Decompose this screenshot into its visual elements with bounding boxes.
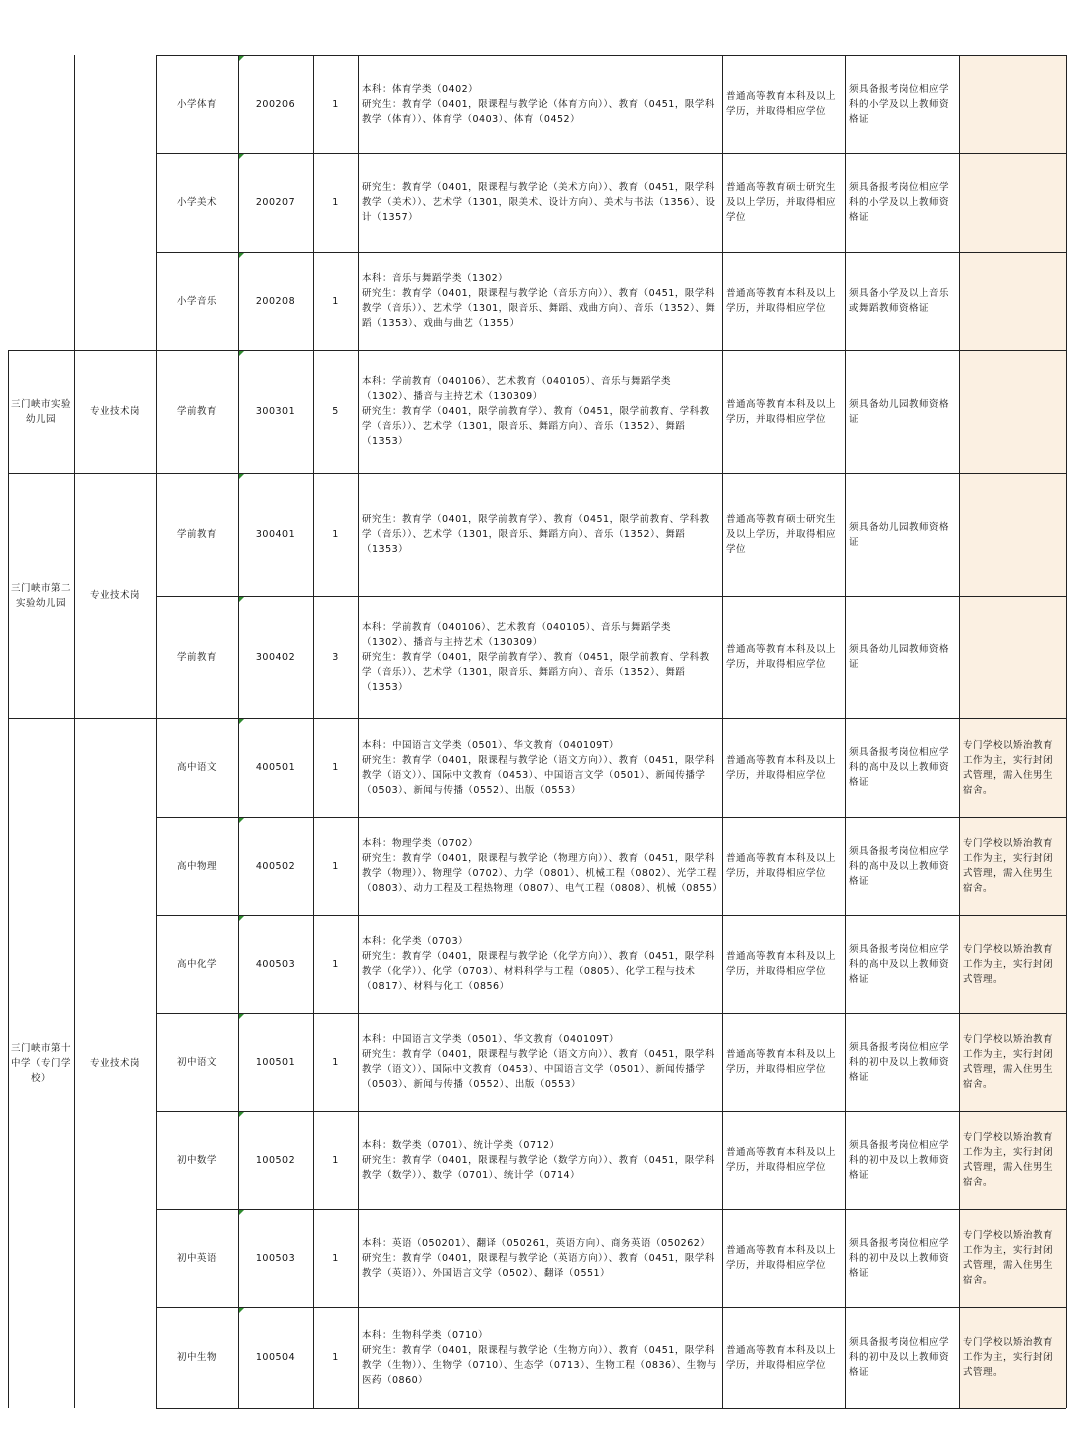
other-requirement: 须具备报考岗位相应学科的高中及以上教师资格证 <box>849 747 950 788</box>
grid-line <box>156 252 1066 253</box>
grid-line <box>156 817 1066 818</box>
unit-name: 三门峡市第二实验幼儿园 <box>10 582 71 609</box>
cell-comment-marker <box>239 818 244 823</box>
remark: 专门学校以矫治教育工作为主，实行封闭式管理，需入住男生宿舍。 <box>963 739 1054 796</box>
education-requirement: 普通高等教育本科及以上学历，并取得相应学位 <box>726 644 837 670</box>
other-requirement: 须具备报考岗位相应学科的小学及以上教师资格证 <box>849 182 950 223</box>
grid-line <box>8 718 1066 719</box>
post-code: 100504 <box>255 1352 296 1363</box>
post-name: 高中化学 <box>176 958 217 970</box>
post-name: 高中物理 <box>176 860 217 872</box>
cell-comment-marker <box>239 597 244 602</box>
grid-line <box>156 915 1066 916</box>
grid-line <box>156 596 1066 597</box>
post-name: 学前教育 <box>176 651 217 663</box>
recruit-count: 1 <box>332 762 339 773</box>
major-requirement: 本科：学前教育（040106）、艺术教育（040105）、音乐与舞蹈学类（1302）、播音与主持艺术（130309） 研究生：教育学（0401，限学前教育学）、教育（0451，限学前教育、学科教学（音乐））、艺术学（1301，限音乐、舞蹈方向）、音乐（1352）、舞蹈（1353） <box>362 621 710 693</box>
cell-comment-marker <box>239 1308 244 1313</box>
education-requirement: 普通高等教育本科及以上学历，并取得相应学位 <box>726 398 837 425</box>
grid-line <box>156 1209 1066 1210</box>
other-requirement: 须具备报考岗位相应学科的小学及以上教师资格证 <box>849 83 950 125</box>
grid-line <box>156 1408 1066 1409</box>
post-name: 小学音乐 <box>176 295 217 307</box>
recruit-count: 1 <box>332 1154 339 1166</box>
post-type: 专业技术岗 <box>89 1057 140 1069</box>
remark: 专门学校以矫治教育工作为主，实行封闭式管理，需入住男生宿舍。 <box>963 1230 1054 1286</box>
education-requirement: 普通高等教育本科及以上学历，并取得相应学位 <box>726 1344 837 1371</box>
remark: 专门学校以矫治教育工作为主，实行封闭式管理，需入住男生宿舍。 <box>963 1034 1054 1090</box>
education-requirement: 普通高等教育本科及以上学历，并取得相应学位 <box>726 288 837 314</box>
remark: 专门学校以矫治教育工作为主，实行封闭式管理。 <box>963 1337 1054 1378</box>
recruit-count: 1 <box>332 958 339 970</box>
education-requirement: 普通高等教育本科及以上学历，并取得相应学位 <box>726 91 837 117</box>
recruit-count: 1 <box>332 1252 339 1264</box>
education-requirement: 普通高等教育本科及以上学历，并取得相应学位 <box>726 1147 837 1173</box>
recruit-count: 1 <box>332 860 339 872</box>
post-code: 100501 <box>255 1056 296 1068</box>
post-code: 300301 <box>255 406 296 417</box>
education-requirement: 普通高等教育本科及以上学历，并取得相应学位 <box>726 853 837 879</box>
other-requirement: 须具备幼儿园教师资格证 <box>849 521 950 548</box>
other-requirement: 须具备幼儿园教师资格证 <box>849 398 950 425</box>
grid-line <box>156 153 1066 154</box>
post-name: 初中语文 <box>176 1056 217 1068</box>
grid-line <box>74 55 75 1408</box>
remark <box>963 153 1062 252</box>
other-requirement: 须具备报考岗位相应学科的高中及以上教师资格证 <box>849 845 950 887</box>
education-requirement: 普通高等教育硕士研究生及以上学历，并取得相应学位 <box>726 182 837 223</box>
grid-line <box>156 1307 1066 1308</box>
post-code: 200207 <box>255 197 296 208</box>
major-requirement: 本科：体育学类（0402） 研究生：教育学（0401，限课程与教学论（体育方向））、教育（0451，限学科教学（体育））、体育学（0403）、体育（0452） <box>362 83 715 125</box>
recruit-count: 1 <box>332 1352 339 1363</box>
recruit-count: 3 <box>332 651 339 663</box>
grid-line <box>8 350 9 718</box>
post-name: 学前教育 <box>176 406 217 417</box>
recruit-count: 5 <box>332 406 339 417</box>
major-requirement: 本科：生物科学类（0710） 研究生：教育学（0401，限课程与教学论（生物方向））、教育（0451，限学科教学（生物））、生物学（0710）、生态学（0713）、生物工程（0836）、生物与医药（0860） <box>362 1329 717 1386</box>
grid-line <box>313 55 314 1408</box>
remark <box>963 350 1062 473</box>
education-requirement: 普通高等教育本科及以上学历，并取得相应学位 <box>726 1245 837 1271</box>
remark <box>963 252 1062 350</box>
other-requirement: 须具备报考岗位相应学科的高中及以上教师资格证 <box>849 943 950 985</box>
recruit-count: 1 <box>332 1056 339 1068</box>
cell-comment-marker <box>239 351 244 356</box>
other-requirement: 须具备小学及以上音乐或舞蹈教师资格证 <box>849 288 950 314</box>
education-requirement: 普通高等教育本科及以上学历，并取得相应学位 <box>726 951 837 977</box>
other-requirement: 须具备报考岗位相应学科的初中及以上教师资格证 <box>849 1139 950 1181</box>
post-name: 高中语文 <box>176 762 217 773</box>
post-code: 200208 <box>255 295 296 307</box>
grid-line <box>959 55 960 1408</box>
post-name: 小学体育 <box>176 98 217 110</box>
cell-comment-marker <box>239 253 244 258</box>
education-requirement: 普通高等教育本科及以上学历，并取得相应学位 <box>726 754 837 781</box>
unit-name: 三门峡市实验幼儿园 <box>10 398 71 425</box>
remark <box>963 473 1062 596</box>
grid-line <box>358 55 359 1408</box>
grid-line <box>845 55 846 1408</box>
major-requirement: 本科：英语（050201）、翻译（050261，英语方向）、商务英语（050262） 研究生：教育学（0401，限课程与教学论（英语方向））、教育（0451，限学科教学（英语））、外国语言文学（0502）、翻译（0551） <box>362 1237 715 1279</box>
unit-name: 三门峡市第十中学（专门学校） <box>10 1042 71 1084</box>
remark <box>963 55 1062 153</box>
post-code: 400501 <box>255 762 296 773</box>
grid-line <box>8 473 1066 474</box>
education-requirement: 普通高等教育硕士研究生及以上学历，并取得相应学位 <box>726 514 837 555</box>
post-name: 初中数学 <box>176 1154 217 1166</box>
grid-line <box>156 1111 1066 1112</box>
post-code: 100503 <box>255 1252 296 1264</box>
recruit-count: 1 <box>332 529 339 540</box>
cell-comment-marker <box>239 1210 244 1215</box>
recruit-count: 1 <box>332 98 339 110</box>
remark: 专门学校以矫治教育工作为主，实行封闭式管理，需入住男生宿舍。 <box>963 838 1054 894</box>
post-code: 200206 <box>255 98 296 110</box>
major-requirement: 本科：化学类（0703） 研究生：教育学（0401，限课程与教学论（化学方向））、教育（0451，限学科教学（化学））、化学（0703）、材料科学与工程（0805）、化学工程与技术（0817）、材料与化工（0856） <box>362 936 715 992</box>
grid-line <box>8 718 9 1408</box>
post-name: 学前教育 <box>176 529 217 540</box>
cell-comment-marker <box>239 474 244 479</box>
cell-comment-marker <box>239 154 244 159</box>
post-name: 初中英语 <box>176 1252 217 1264</box>
post-type: 专业技术岗 <box>89 406 140 417</box>
major-requirement: 本科：中国语言文学类（0501）、华文教育（040109T） 研究生：教育学（0401，限课程与教学论（语文方向））、教育（0451，限学科教学（语文））、国际中文教育（0453）、中国语言文学（0501）、新闻传播学（0503）、新闻与传播（0552）、出版（0553） <box>362 739 715 796</box>
cell-comment-marker <box>239 1112 244 1117</box>
other-requirement: 须具备报考岗位相应学科的初中及以上教师资格证 <box>849 1237 950 1279</box>
other-requirement: 须具备报考岗位相应学科的初中及以上教师资格证 <box>849 1041 950 1083</box>
remark: 专门学校以矫治教育工作为主，实行封闭式管理。 <box>963 943 1054 985</box>
cell-comment-marker <box>239 1014 244 1019</box>
post-code: 300402 <box>255 651 296 663</box>
post-code: 400502 <box>255 860 296 872</box>
grid-line <box>156 55 157 1408</box>
cell-comment-marker <box>239 719 244 724</box>
grid-line <box>156 1013 1066 1014</box>
grid-line <box>8 350 1066 351</box>
grid-line <box>156 55 1066 56</box>
major-requirement: 本科：物理学类（0702） 研究生：教育学（0401，限课程与教学论（物理方向））、教育（0451，限学科教学（物理））、物理学（0702）、力学（0801）、机械工程（0802）、光学工程（0803）、动力工程及工程热物理（0807）、电气工程（0808）、机械（0855） <box>362 838 723 894</box>
post-name: 初中生物 <box>176 1352 217 1363</box>
major-requirement: 本科：中国语言文学类（0501）、华文教育（040109T） 研究生：教育学（0401，限课程与教学论（语文方向））、教育（0451，限学科教学（语文））、国际中文教育（0453）、中国语言文学（0501）、新闻传播学（0503）、新闻与传播（0552）、出版（0553） <box>362 1034 715 1090</box>
other-requirement: 须具备报考岗位相应学科的初中及以上教师资格证 <box>849 1337 950 1378</box>
other-requirement: 须具备幼儿园教师资格证 <box>849 644 950 670</box>
major-requirement: 研究生：教育学（0401，限学前教育学）、教育（0451，限学前教育、学科教学（音乐））、艺术学（1301，限音乐、舞蹈方向）、音乐（1352）、舞蹈（1353） <box>362 514 710 555</box>
post-name: 小学美术 <box>176 197 217 208</box>
grid-line <box>722 55 723 1408</box>
major-requirement: 研究生：教育学（0401，限课程与教学论（美术方向））、教育（0451，限学科教学（美术））、艺术学（1301，限美术、设计方向）、美术与书法（1356）、设计（1357） <box>362 182 716 223</box>
post-code: 100502 <box>255 1154 296 1166</box>
education-requirement: 普通高等教育本科及以上学历，并取得相应学位 <box>726 1049 837 1075</box>
post-code: 400503 <box>255 958 296 970</box>
remark <box>963 596 1062 718</box>
cell-comment-marker <box>239 56 244 61</box>
major-requirement: 本科：数学类（0701）、统计学类（0712） 研究生：教育学（0401，限课程与教学论（数学方向））、教育（0451，限学科教学（数学））、数学（0701）、统计学（0714） <box>362 1139 715 1181</box>
recruit-count: 1 <box>332 197 339 208</box>
remark: 专门学校以矫治教育工作为主，实行封闭式管理，需入住男生宿舍。 <box>963 1132 1054 1188</box>
major-requirement: 本科：学前教育（040106）、艺术教育（040105）、音乐与舞蹈学类（1302）、播音与主持艺术（130309） 研究生：教育学（0401，限学前教育学）、教育（0451，限学前教育、学科教学（音乐））、艺术学（1301，限音乐、舞蹈方向）、音乐（1352）、舞蹈（1353） <box>362 376 710 447</box>
major-requirement: 本科：音乐与舞蹈学类（1302） 研究生：教育学（0401，限课程与教学论（音乐方向））、教育（0451，限学科教学（音乐））、艺术学（1301，限音乐、舞蹈、戏曲方向）、音乐（1352）、舞蹈（1353）、戏曲与曲艺（1355） <box>362 273 716 329</box>
post-code: 300401 <box>255 529 296 540</box>
grid-line <box>1066 55 1067 1408</box>
post-type: 专业技术岗 <box>89 590 140 601</box>
cell-comment-marker <box>239 916 244 921</box>
recruit-count: 1 <box>332 295 339 307</box>
